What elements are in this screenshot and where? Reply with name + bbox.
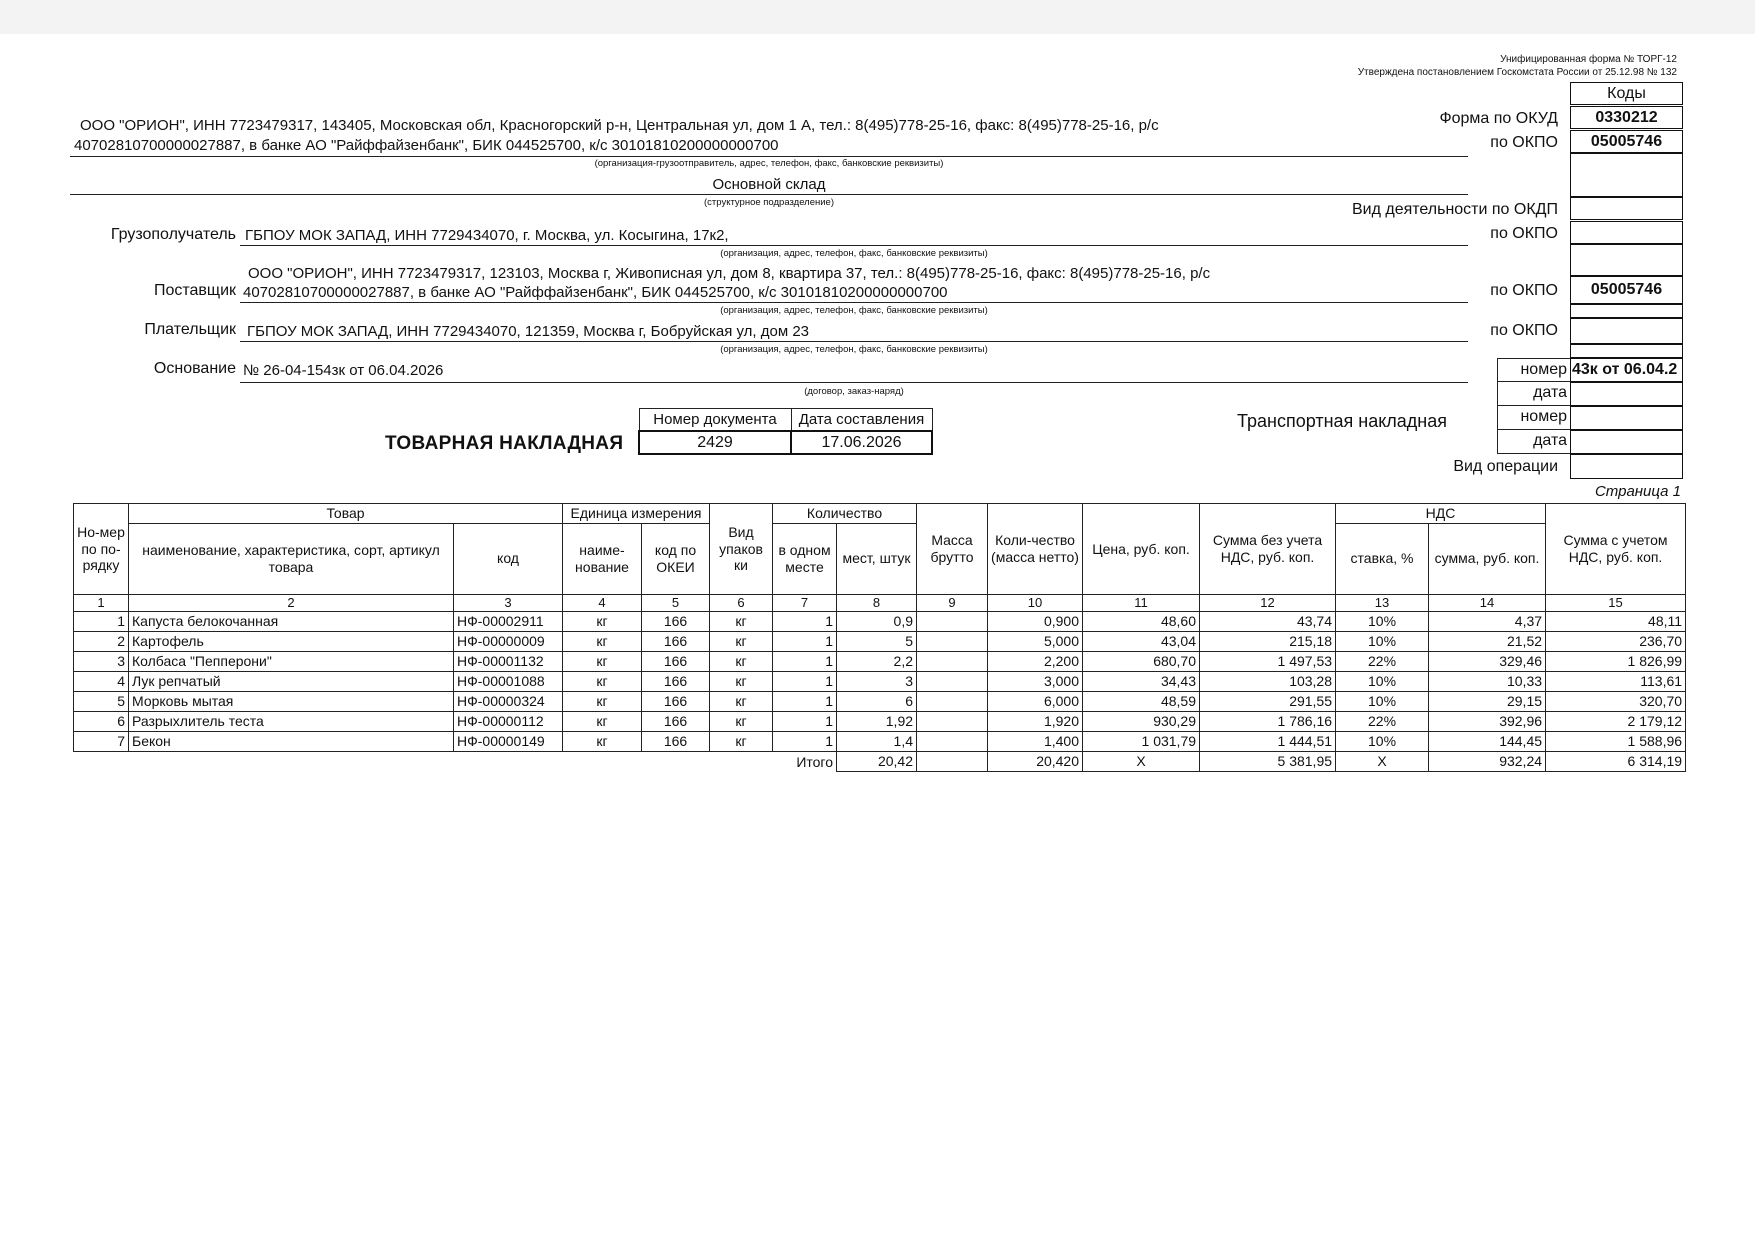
cell-price: 930,29 <box>1083 711 1200 731</box>
codes-empty-box-4 <box>1570 344 1683 358</box>
th-vat-rate: ставка, % <box>1336 523 1429 594</box>
cell-rate: 22% <box>1336 711 1429 731</box>
th-goods-name: наименование, характеристика, сорт, артикул товара <box>129 523 454 594</box>
payer-value: ГБПОУ МОК ЗАПАД, ИНН 7729434070, 121359, Москва г, Бобруйская ул, дом 23 <box>247 323 810 340</box>
cell-price: 43,04 <box>1083 631 1200 651</box>
payer-label: Плательщик <box>144 321 236 338</box>
totals-label: Итого <box>796 753 834 770</box>
division-hint: (структурное подразделение) <box>704 197 834 208</box>
totals-sum: 5 381,95 <box>1200 751 1336 771</box>
cell-sum: 215,18 <box>1200 631 1336 651</box>
basis-underline <box>240 382 1468 383</box>
cell-unit: кг <box>563 731 642 751</box>
transport-number-code <box>1570 406 1683 430</box>
cell-total: 1 588,96 <box>1546 731 1686 751</box>
cell-code: НФ-00000324 <box>454 691 563 711</box>
supplier-label: Поставщик <box>153 282 236 299</box>
cell-net: 0,900 <box>988 611 1083 631</box>
cell-vat: 4,37 <box>1429 611 1546 631</box>
col-number: 10 <box>988 594 1083 611</box>
cell-rate: 10% <box>1336 671 1429 691</box>
okdp-code <box>1570 197 1683 220</box>
col-number: 7 <box>773 594 837 611</box>
form-approval: Утверждена постановлением Госкомстата России от 25.12.98 № 132 <box>1357 67 1677 78</box>
cell-name: Разрыхлитель теста <box>129 711 454 731</box>
cell-in-place: 1 <box>773 631 837 651</box>
col-number: 9 <box>917 594 988 611</box>
cell-gross <box>917 691 988 711</box>
cell-price: 48,59 <box>1083 691 1200 711</box>
okpo-shipper-label: по ОКПО <box>1490 134 1558 151</box>
basis-date-code <box>1570 382 1683 406</box>
cell-in-place: 1 <box>773 731 837 751</box>
totals-rate: X <box>1336 751 1429 771</box>
cell-rate: 10% <box>1336 611 1429 631</box>
cell-total: 320,70 <box>1546 691 1686 711</box>
cell-gross <box>917 671 988 691</box>
form-name: Унифицированная форма № ТОРГ-12 <box>1500 54 1677 65</box>
operation-code <box>1570 454 1683 479</box>
cell-pack: кг <box>710 671 773 691</box>
document-number-table <box>638 408 933 455</box>
supplier-line2: 40702810700000027887, в банке АО "Райффайзенбанк", БИК 044525700, к/с 30101810200000000700 <box>243 284 948 301</box>
cell-n: 4 <box>74 671 129 691</box>
cell-sum: 291,55 <box>1200 691 1336 711</box>
totals-vat: 932,24 <box>1429 751 1546 771</box>
cell-total: 113,61 <box>1546 671 1686 691</box>
cell-gross <box>917 611 988 631</box>
doc-number-label: Номер документа <box>639 409 791 432</box>
doc-number-value: 2429 <box>639 431 791 454</box>
th-net: Коли-чество (масса нетто) <box>988 504 1083 595</box>
table-row <box>74 691 1686 711</box>
okpo-supplier-label: по ОКПО <box>1490 282 1558 299</box>
payer-hint: (организация, адрес, телефон, факс, банковские реквизиты) <box>720 344 988 355</box>
basis-label: Основание <box>153 360 236 377</box>
form-header <box>1358 53 1677 79</box>
cell-unit: кг <box>563 631 642 651</box>
cell-vat: 329,46 <box>1429 651 1546 671</box>
cell-okei: 166 <box>642 711 710 731</box>
okpo-shipper-code: 05005746 <box>1570 130 1683 153</box>
cell-net: 3,000 <box>988 671 1083 691</box>
cell-name: Колбаса "Пепперони" <box>129 651 454 671</box>
cell-sum: 1 497,53 <box>1200 651 1336 671</box>
th-unit-name: наиме-нование <box>563 523 642 594</box>
cell-pack: кг <box>710 731 773 751</box>
cell-rate: 10% <box>1336 631 1429 651</box>
transport-date-label: дата <box>1497 430 1570 454</box>
supplier-hint: (организация, адрес, телефон, факс, банковские реквизиты) <box>720 305 988 316</box>
col-number: 15 <box>1546 594 1686 611</box>
basis-hint: (договор, заказ-наряд) <box>804 386 904 397</box>
cell-unit: кг <box>563 611 642 631</box>
cell-code: НФ-00001132 <box>454 651 563 671</box>
col-number: 6 <box>710 594 773 611</box>
table-row <box>74 631 1686 651</box>
cell-gross <box>917 651 988 671</box>
cell-net: 2,200 <box>988 651 1083 671</box>
basis-number-code: 43к от 06.04.2 <box>1570 358 1683 382</box>
document-title: ТОВАРНАЯ НАКЛАДНАЯ <box>385 433 624 454</box>
th-price: Цена, руб. коп. <box>1083 504 1200 595</box>
cell-okei: 166 <box>642 631 710 651</box>
cell-places: 5 <box>837 631 917 651</box>
table-row <box>74 651 1686 671</box>
cell-name: Капуста белокочанная <box>129 611 454 631</box>
th-vat: НДС <box>1336 504 1546 524</box>
cell-code: НФ-00000112 <box>454 711 563 731</box>
supplier-underline <box>240 302 1468 303</box>
shipper-line2: 40702810700000027887, в банке АО "Райффайзенбанк", БИК 044525700, к/с 30101810200000000700 <box>74 137 779 154</box>
cell-total: 2 179,12 <box>1546 711 1686 731</box>
codes-empty-box-2 <box>1570 244 1683 276</box>
cell-gross <box>917 731 988 751</box>
th-gross: Масса брутто <box>917 504 988 595</box>
cell-okei: 166 <box>642 731 710 751</box>
doc-date-value: 17.06.2026 <box>791 431 932 454</box>
table-row <box>74 671 1686 691</box>
cell-places: 2,2 <box>837 651 917 671</box>
cell-sum: 1 444,51 <box>1200 731 1336 751</box>
th-goods: Товар <box>129 504 563 524</box>
cell-name: Бекон <box>129 731 454 751</box>
scan-top-shade <box>0 0 1755 34</box>
cell-okei: 166 <box>642 671 710 691</box>
cell-in-place: 1 <box>773 651 837 671</box>
division-underline <box>70 194 1468 195</box>
col-number: 14 <box>1429 594 1546 611</box>
cell-places: 6 <box>837 691 917 711</box>
cell-n: 6 <box>74 711 129 731</box>
cell-sum: 1 786,16 <box>1200 711 1336 731</box>
table-row <box>74 611 1686 631</box>
cell-pack: кг <box>710 691 773 711</box>
th-sum-with-vat: Сумма с учетом НДС, руб. коп. <box>1546 504 1686 595</box>
okpo-supplier-code: 05005746 <box>1570 276 1683 304</box>
cell-n: 5 <box>74 691 129 711</box>
basis-value: № 26-04-154зк от 06.04.2026 <box>243 362 444 379</box>
cell-okei: 166 <box>642 651 710 671</box>
table-row <box>74 731 1686 751</box>
th-qty-places: мест, штук <box>837 523 917 594</box>
totals-row <box>74 751 1686 771</box>
basis-number-label: номер <box>1497 358 1570 382</box>
consignee-underline <box>240 245 1468 246</box>
transport-number-label: номер <box>1497 406 1570 430</box>
cell-code: НФ-00002911 <box>454 611 563 631</box>
cell-gross <box>917 711 988 731</box>
cell-unit: кг <box>563 711 642 731</box>
codes-empty-box-3 <box>1570 304 1683 318</box>
cell-n: 1 <box>74 611 129 631</box>
cell-code: НФ-00000149 <box>454 731 563 751</box>
totals-gross <box>917 751 988 771</box>
totals-net: 20,420 <box>988 751 1083 771</box>
th-unit: Единица измерения <box>563 504 710 524</box>
cell-sum: 43,74 <box>1200 611 1336 631</box>
cell-net: 5,000 <box>988 631 1083 651</box>
consignee-label: Грузополучатель <box>110 226 236 243</box>
cell-price: 1 031,79 <box>1083 731 1200 751</box>
cell-n: 3 <box>74 651 129 671</box>
consignee-value: ГБПОУ МОК ЗАПАД, ИНН 7729434070, г. Москва, ул. Косыгина, 17к2, <box>245 227 729 244</box>
okpo-payer-label: по ОКПО <box>1490 322 1558 339</box>
cell-price: 34,43 <box>1083 671 1200 691</box>
cell-pack: кг <box>710 711 773 731</box>
cell-pack: кг <box>710 611 773 631</box>
cell-vat: 392,96 <box>1429 711 1546 731</box>
cell-net: 1,920 <box>988 711 1083 731</box>
okud-code: 0330212 <box>1570 106 1683 129</box>
cell-places: 3 <box>837 671 917 691</box>
codes-title: Коды <box>1570 82 1683 105</box>
consignee-hint: (организация, адрес, телефон, факс, банковские реквизиты) <box>720 248 988 259</box>
th-goods-code: код <box>454 523 563 594</box>
okud-label: Форма по ОКУД <box>1439 110 1558 127</box>
cell-name: Картофель <box>129 631 454 651</box>
th-sum-no-vat: Сумма без учета НДС, руб. коп. <box>1200 504 1336 595</box>
transport-label: Транспортная накладная <box>1237 411 1448 431</box>
cell-in-place: 1 <box>773 671 837 691</box>
col-number: 4 <box>563 594 642 611</box>
th-unit-code: код по ОКЕИ <box>642 523 710 594</box>
cell-unit: кг <box>563 651 642 671</box>
cell-unit: кг <box>563 691 642 711</box>
basis-date-label: дата <box>1497 382 1570 406</box>
cell-name: Лук репчатый <box>129 671 454 691</box>
cell-places: 1,4 <box>837 731 917 751</box>
shipper-line1: ООО "ОРИОН", ИНН 7723479317, 143405, Московская обл, Красногорский р-н, Центральная ул, дом 1 А, тел.: 8(495)778-25-16, факс: 8(495)778-25-16, р/с <box>80 117 1159 134</box>
cell-total: 236,70 <box>1546 631 1686 651</box>
okdp-label: Вид деятельности по ОКДП <box>1351 201 1558 218</box>
th-pack: Вид упаков ки <box>710 504 773 595</box>
cell-net: 6,000 <box>988 691 1083 711</box>
cell-sum: 103,28 <box>1200 671 1336 691</box>
cell-unit: кг <box>563 671 642 691</box>
th-num: Но-мер по по-рядку <box>74 504 129 595</box>
transport-date-code <box>1570 430 1683 454</box>
th-qty-in-place: в одном месте <box>773 523 837 594</box>
basis-labels <box>1497 358 1570 468</box>
division-value: Основной склад <box>712 176 826 193</box>
operation-label: Вид операции <box>1453 458 1558 475</box>
cell-in-place: 1 <box>773 711 837 731</box>
cell-n: 7 <box>74 731 129 751</box>
col-number: 12 <box>1200 594 1336 611</box>
supplier-line1: ООО "ОРИОН", ИНН 7723479317, 123103, Москва г, Живописная ул, дом 8, квартира 37, тел.: 8(495)778-25-16, факс: 8(495)778-25-16, р/с <box>248 265 1211 282</box>
cell-vat: 144,45 <box>1429 731 1546 751</box>
th-vat-sum: сумма, руб. коп. <box>1429 523 1546 594</box>
col-number: 2 <box>129 594 454 611</box>
goods-body <box>74 611 1686 771</box>
okpo-payer-code <box>1570 318 1683 344</box>
cell-in-place: 1 <box>773 691 837 711</box>
col-number: 8 <box>837 594 917 611</box>
cell-rate: 10% <box>1336 731 1429 751</box>
col-number: 3 <box>454 594 563 611</box>
page-label: Страница 1 <box>1594 483 1681 500</box>
cell-places: 0,9 <box>837 611 917 631</box>
cell-vat: 10,33 <box>1429 671 1546 691</box>
okpo-consignee-code <box>1570 221 1683 244</box>
cell-vat: 21,52 <box>1429 631 1546 651</box>
codes-empty-box <box>1570 153 1683 197</box>
th-qty: Количество <box>773 504 917 524</box>
table-row <box>74 711 1686 731</box>
totals-places: 20,42 <box>837 751 917 771</box>
cell-vat: 29,15 <box>1429 691 1546 711</box>
cell-price: 48,60 <box>1083 611 1200 631</box>
goods-table <box>73 503 1686 772</box>
cell-rate: 22% <box>1336 651 1429 671</box>
shipper-hint: (организация-грузоотправитель, адрес, телефон, факс, банковские реквизиты) <box>594 158 944 169</box>
totals-total: 6 314,19 <box>1546 751 1686 771</box>
cell-total: 48,11 <box>1546 611 1686 631</box>
cell-in-place: 1 <box>773 611 837 631</box>
col-number: 11 <box>1083 594 1200 611</box>
cell-name: Морковь мытая <box>129 691 454 711</box>
cell-net: 1,400 <box>988 731 1083 751</box>
cell-okei: 166 <box>642 611 710 631</box>
cell-places: 1,92 <box>837 711 917 731</box>
okpo-consignee-label: по ОКПО <box>1490 225 1558 242</box>
cell-pack: кг <box>710 631 773 651</box>
col-number: 1 <box>74 594 129 611</box>
col-number: 13 <box>1336 594 1429 611</box>
column-numbers-row <box>74 594 1686 611</box>
cell-okei: 166 <box>642 691 710 711</box>
shipper-underline <box>70 156 1468 157</box>
cell-rate: 10% <box>1336 691 1429 711</box>
totals-price: X <box>1083 751 1200 771</box>
cell-code: НФ-00000009 <box>454 631 563 651</box>
doc-date-label: Дата составления <box>791 409 932 432</box>
col-number: 5 <box>642 594 710 611</box>
cell-gross <box>917 631 988 651</box>
cell-pack: кг <box>710 651 773 671</box>
cell-n: 2 <box>74 631 129 651</box>
cell-code: НФ-00001088 <box>454 671 563 691</box>
cell-total: 1 826,99 <box>1546 651 1686 671</box>
payer-underline <box>240 341 1468 342</box>
cell-price: 680,70 <box>1083 651 1200 671</box>
